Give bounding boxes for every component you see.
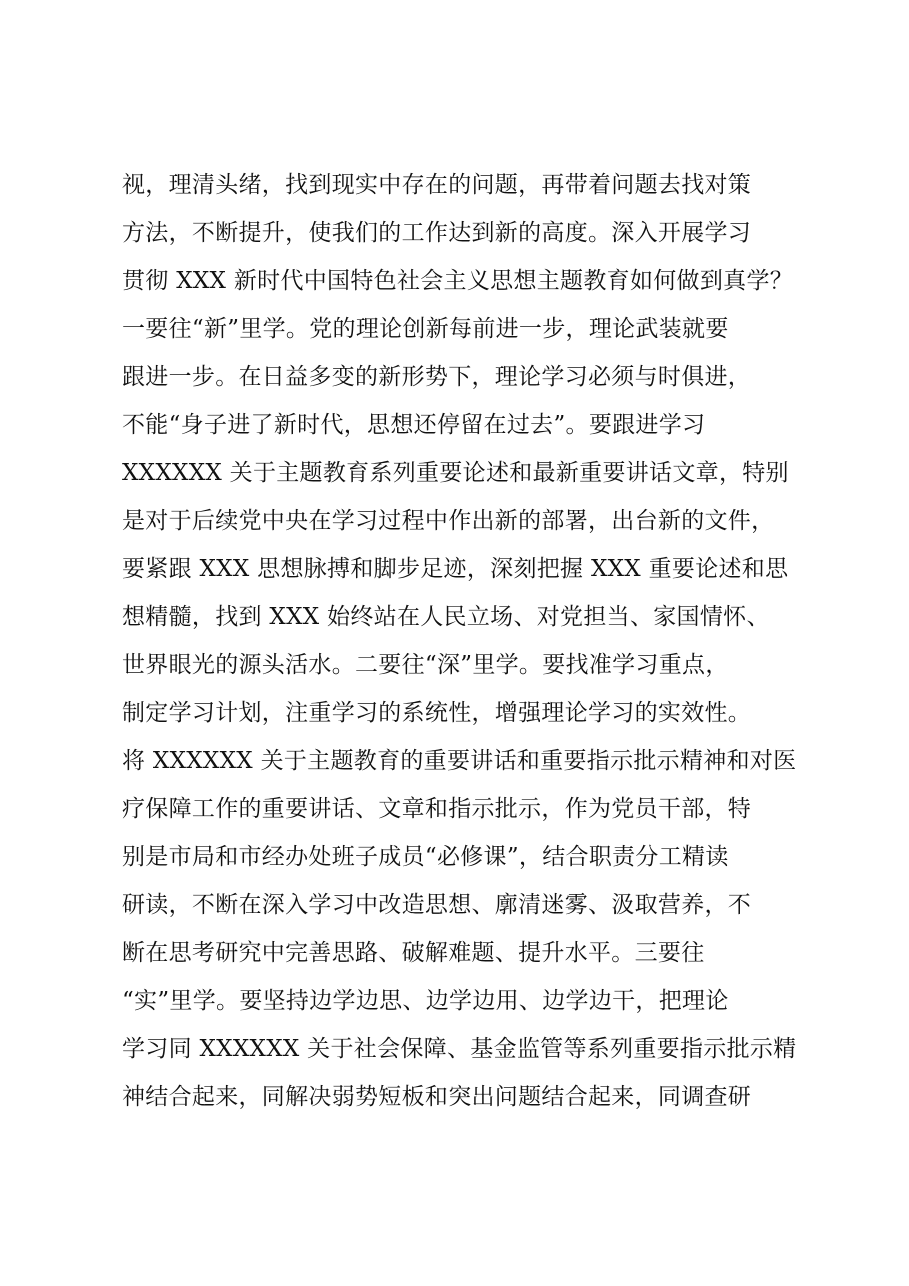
text-line: 视，理清头绪，找到现实中存在的问题，再带着问题去找对策 [122,172,752,198]
text-line: 制定学习计划，注重学习的系统性，增强理论学习的实效性。 [122,700,752,726]
text-line: 方法，不断提升，使我们的工作达到新的高度。深入开展学习 [122,220,752,246]
text-line: 将 XXXXXX 关于主题教育的重要讲话和重要指示批示精神和对医 [122,748,797,774]
text-line: 贯彻 XXX 新时代中国特色社会主义思想主题教育如何做到真学？ [122,268,794,294]
text-line: 不能“身子进了新时代，思想还停留在过去”。要跟进学习 [122,412,706,438]
text-line: 是对于后续党中央在学习过程中作出新的部署，出台新的文件， [122,508,775,534]
text-line: “实”里学。要坚持边学边思、边学边用、边学边干，把理论 [122,988,729,1014]
body-text [122,161,806,1121]
text-line: 研读，不断在深入学习中改造思想、廓清迷雾、汲取营养，不 [122,892,752,918]
text-line: 要紧跟 XXX 思想脉搏和脚步足迹，深刻把握 XXX 重要论述和思 [122,556,789,582]
text-line: 疗保障工作的重要讲话、文章和指示批示，作为党员干部，特 [122,796,752,822]
text-line: 神结合起来，同解决弱势短板和突出问题结合起来，同调查研 [122,1084,752,1110]
text-line: 学习同 XXXXXX 关于社会保障、基金监管等系列重要指示批示精 [122,1036,797,1062]
text-line: XXXXXX 关于主题教育系列重要论述和最新重要讲话文章，特别 [122,460,789,486]
text-line: 断在思考研究中完善思路、破解难题、提升水平。三要往 [122,940,705,966]
text-line: 别是市局和市经办处班子成员“必修课”，结合职责分工精读 [122,844,729,870]
text-line: 跟进一步。在日益多变的新形势下，理论学习必须与时俱进， [122,364,752,390]
text-line: 想精髓，找到 XXX 始终站在人民立场、对党担当、家国情怀、 [122,604,770,630]
text-line: 世界眼光的源头活水。二要往“深”里学。要找准学习重点， [122,652,729,678]
text-line: 一要往“新”里学。党的理论创新每前进一步，理论武装就要 [122,316,729,342]
